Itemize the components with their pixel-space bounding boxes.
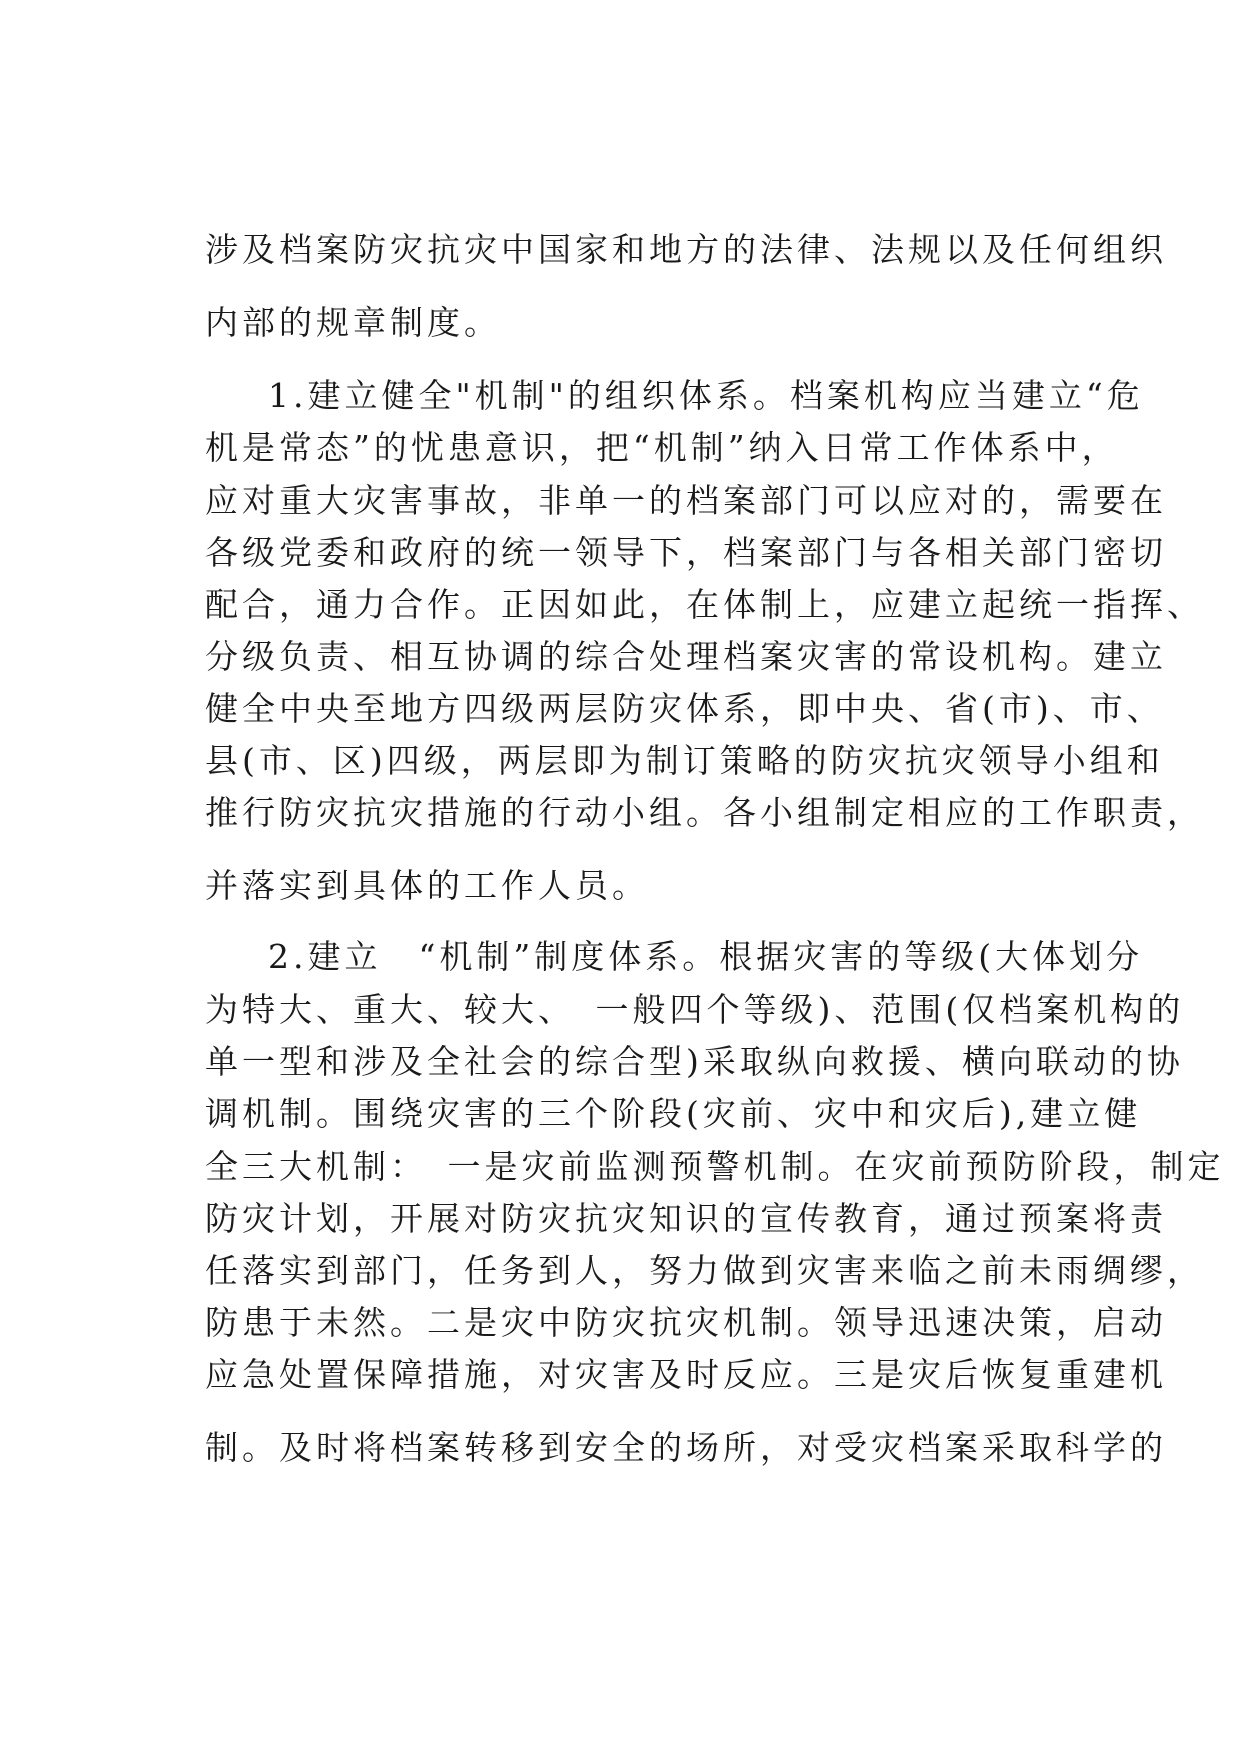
text-line: 配合，通力合作。正因如此，在体制上，应建立起统一指挥、	[205, 585, 1204, 624]
text-line: 机是常态”的忧患意识，把“机制”纳入日常工作体系中，	[205, 428, 1119, 467]
text-line: 涉及档案防灾抗灾中国家和地方的法律、法规以及任何组织	[205, 230, 1167, 269]
text-line: 健全中央至地方四级两层防灾体系，即中央、省(市)、市、	[205, 689, 1164, 728]
text-line: 全三大机制： 一是灾前监测预警机制。在灾前预防阶段，制定	[205, 1147, 1225, 1186]
text-line: 推行防灾抗灾措施的行动小组。各小组制定相应的工作职责，	[205, 793, 1204, 832]
text-line: 县(市、区)四级，两层即为制订策略的防灾抗灾领导小组和	[205, 741, 1164, 780]
text-line: 防灾计划，开展对防灾抗灾知识的宣传教育，通过预案将责	[205, 1199, 1167, 1238]
paragraph-2-first-line: 2.建立 “机制”制度体系。根据灾害的等级(大体划分	[268, 937, 1144, 976]
text-line: 制。及时将档案转移到安全的场所，对受灾档案采取科学的	[205, 1428, 1167, 1467]
text-line: 分级负责、相互协调的综合处理档案灾害的常设机构。建立	[205, 637, 1167, 676]
text-line: 任落实到部门，任务到人，努力做到灾害来临之前未雨绸缪，	[205, 1251, 1204, 1290]
text-line: 并落实到具体的工作人员。	[205, 866, 649, 905]
text-line: 调机制。围绕灾害的三个阶段(灾前、灾中和灾后),建立健	[205, 1094, 1142, 1133]
paragraph-1-first-line: 1.建立健全"机制"的组织体系。档案机构应当建立“危	[268, 376, 1144, 415]
text-line: 应对重大灾害事故，非单一的档案部门可以应对的，需要在	[205, 481, 1167, 520]
text-line: 各级党委和政府的统一领导下，档案部门与各相关部门密切	[205, 533, 1167, 572]
text-line: 应急处置保障措施，对灾害及时反应。三是灾后恢复重建机	[205, 1355, 1167, 1394]
text-line: 防患于未然。二是灾中防灾抗灾机制。领导迅速决策，启动	[205, 1303, 1167, 1342]
text-line: 内部的规章制度。	[205, 303, 501, 342]
text-line: 为特大、重大、较大、 一般四个等级)、范围(仅档案机构的	[205, 990, 1185, 1029]
text-line: 单一型和涉及全社会的综合型)采取纵向救援、横向联动的协	[205, 1042, 1184, 1081]
